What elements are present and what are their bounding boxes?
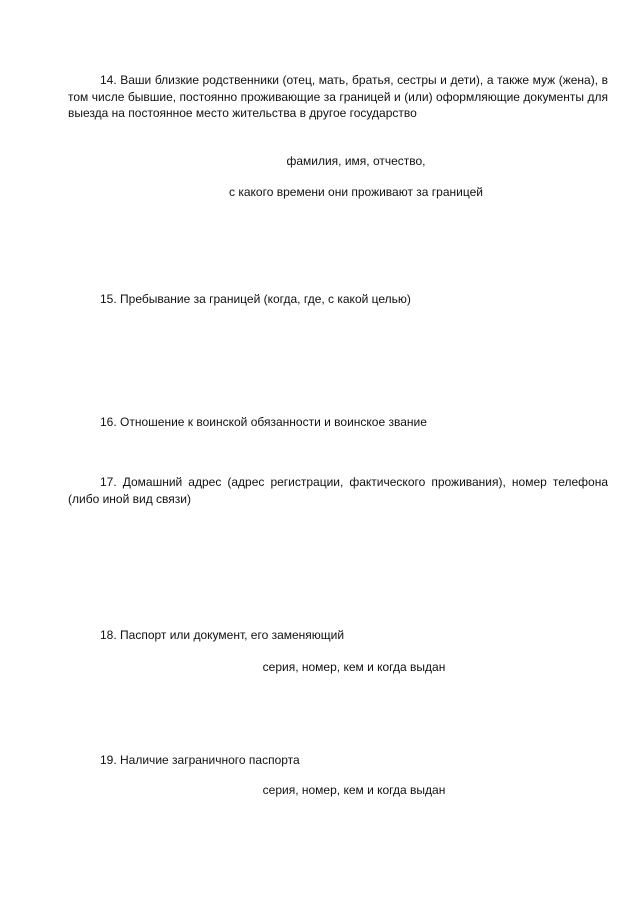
item-18-caption-passport-details: серия, номер, кем и когда выдан [262,660,446,674]
item-16-military-duty: 16. Отношение к воинской обязанности и воинское звание [100,415,427,429]
item-19-foreign-passport: 19. Наличие заграничного паспорта [100,753,300,767]
item-17-text: 17. Домашний адрес (адрес регистрации, фактического проживания), номер телефона (либо иной вид связи) [68,475,608,506]
item-14-caption-fullname: фамилия, имя, отчество, [286,154,426,168]
item-14-text: 14. Ваши близкие родственники (отец, мать, братья, сестры и дети), а также муж (жена), в том числе бывшие, постоянно проживающие за границей и (или) оформляющие документы для выезда на постоянное место жительства в другое государство [68,73,608,120]
item-14-relatives-abroad [68,72,608,122]
item-15-stay-abroad: 15. Пребывание за границей (когда, где, с какой целью) [100,292,411,306]
item-14-caption-since-when: с какого времени они проживают за границей [229,185,483,199]
item-17-home-address [68,474,608,507]
item-19-caption-passport-details: серия, номер, кем и когда выдан [262,783,446,797]
item-18-passport: 18. Паспорт или документ, его заменяющий [100,628,345,642]
